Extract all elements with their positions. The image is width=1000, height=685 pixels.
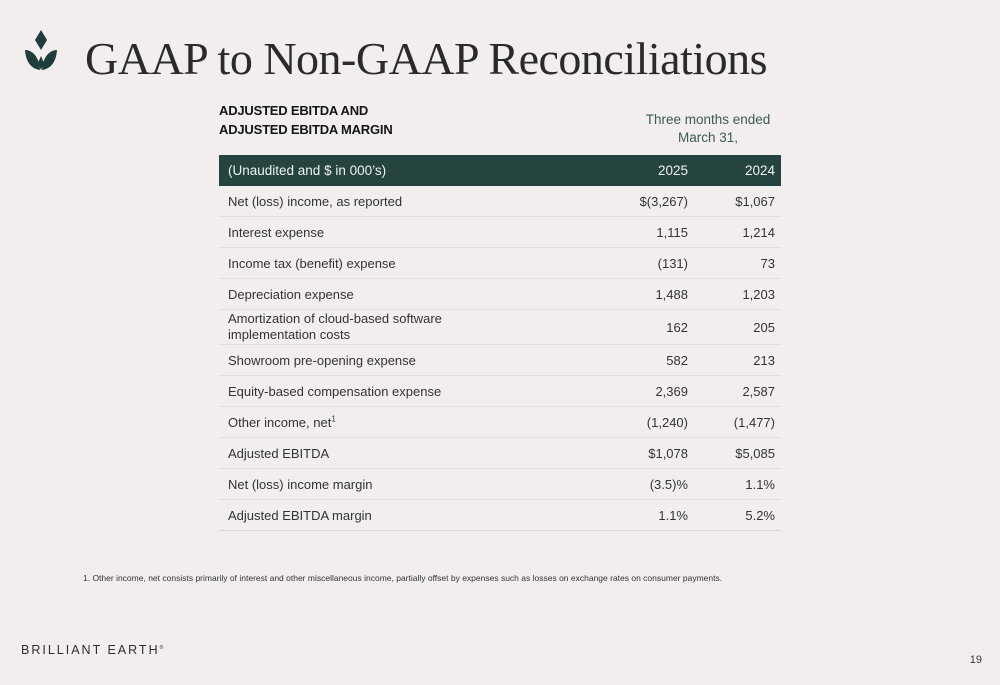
table-header-row: [219, 155, 781, 186]
page-number: 19: [969, 654, 982, 666]
footnote-marker: 1: [331, 414, 336, 424]
reconciliation-table: [219, 155, 781, 531]
row-value-2024: (1,477): [733, 414, 775, 430]
row-value-2025: 2,369: [655, 383, 688, 399]
section-heading-line-2: ADJUSTED EBITDA MARGIN: [219, 122, 393, 137]
table-row: [219, 500, 781, 531]
row-label: Equity-based compensation expense: [228, 383, 442, 399]
row-value-2025: $(3,267): [639, 193, 688, 209]
section-heading-line-1: ADJUSTED EBITDA AND: [219, 103, 369, 118]
row-value-2025: 582: [666, 352, 688, 368]
row-label: Net (loss) income, as reported: [228, 193, 403, 209]
row-label: Depreciation expense: [228, 286, 354, 302]
row-label-container: [219, 415, 528, 430]
table-row: [219, 469, 781, 500]
row-label: Net (loss) income margin: [228, 476, 373, 492]
row-value-2024: $1,067: [735, 193, 775, 209]
row-label: Showroom pre-opening expense: [228, 352, 416, 368]
row-value-2024: 5.2%: [745, 507, 775, 523]
row-value-2025: $1,078: [648, 445, 688, 461]
table-row: [219, 438, 781, 469]
row-value-2025: (3.5)%: [649, 476, 688, 492]
registered-mark: ®: [159, 644, 164, 651]
row-label: Other income, net: [228, 414, 332, 430]
row-value-2024: 213: [753, 352, 775, 368]
table-row: [219, 407, 781, 438]
row-value-2025: 1,488: [655, 286, 688, 302]
row-value-2025: 1.1%: [658, 507, 688, 523]
row-value-2024: 205: [753, 319, 775, 335]
table-row: [219, 310, 781, 345]
page-title: GAAP to Non-GAAP Reconciliations: [85, 33, 768, 84]
period-header: [630, 111, 786, 147]
period-header-line-1: Three months ended: [645, 112, 771, 127]
period-header-line-2: March 31,: [677, 130, 739, 145]
row-label: Adjusted EBITDA: [228, 445, 330, 461]
row-value-2024: 2,587: [742, 383, 775, 399]
brand-wordmark: [21, 643, 163, 657]
row-label: Income tax (benefit) expense: [228, 255, 396, 271]
row-value-2024: 1,214: [742, 224, 775, 240]
table-row: [219, 279, 781, 310]
section-heading: [219, 101, 393, 139]
table-header-label: (Unaudited and $ in 000’s): [228, 163, 387, 178]
row-value-2024: 1,203: [742, 286, 775, 302]
table-header-2025: 2025: [657, 163, 688, 178]
row-value-2025: 162: [666, 319, 688, 335]
row-label: Interest expense: [228, 224, 325, 240]
row-value-2025: (131): [657, 255, 688, 271]
row-value-2024: 1.1%: [745, 476, 775, 492]
row-value-2025: (1,240): [646, 414, 688, 430]
row-value-2025: 1,115: [656, 224, 688, 240]
table-header-2024: 2024: [744, 163, 775, 178]
table-row: [219, 217, 781, 248]
brand-name: BRILLIANT EARTH: [21, 643, 160, 657]
row-value-2024: $5,085: [735, 445, 775, 461]
brilliant-earth-logo-icon: [22, 28, 60, 76]
row-label: Amortization of cloud-based software implementation costs: [228, 311, 442, 342]
table-row: [219, 186, 781, 217]
footnote: 1. Other income, net consists primarily of interest and other miscellaneous income, partially offset by expenses such as losses on exchange rates on consumer payments.: [83, 573, 723, 583]
table-row: [219, 248, 781, 279]
table-row: [219, 345, 781, 376]
row-label: Adjusted EBITDA margin: [228, 507, 372, 523]
row-value-2024: 73: [760, 255, 775, 271]
table-row: [219, 376, 781, 407]
